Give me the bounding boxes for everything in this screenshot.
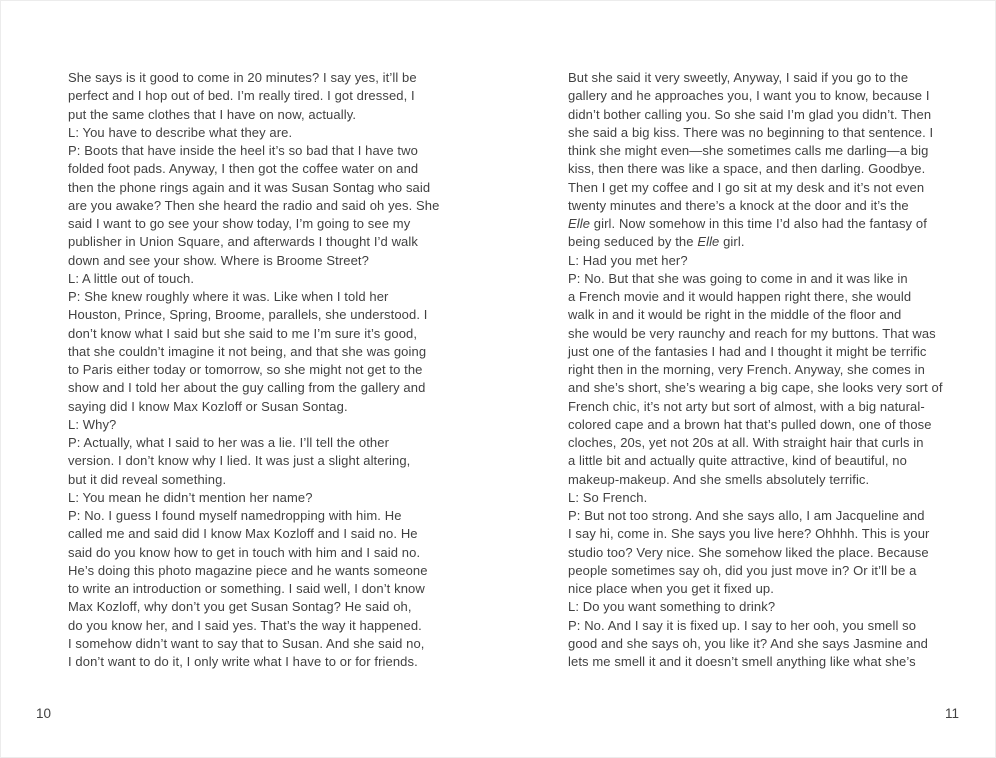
text-line: L: Do you want something to drink? [568, 599, 776, 615]
text-line: are you awake? Then she heard the radio and said oh yes. She [68, 197, 440, 213]
text-line: L: You have to describe what they are. [68, 124, 293, 140]
text-line: Elle girl. Now somehow in this time I’d also had the fantasy of [568, 216, 927, 231]
text-line: people sometimes say oh, did you just move in? Or it’ll be a [568, 562, 917, 578]
text-line: Houston, Prince, Spring, Broome, parallels, she understood. I [68, 307, 428, 323]
text-line: good and she says oh, you like it? And she says Jasmine and [568, 635, 929, 651]
text-line: P: No. But that she was going to come in and it was like in [568, 270, 908, 286]
text-line: to write an introduction or something. I said well, I don’t know [68, 581, 425, 596]
text-line: L: A little out of touch. [68, 270, 195, 286]
text-line: French chic, it’s not arty but sort of almost, with a big natural- [568, 398, 925, 414]
page-left-text-column [68, 69, 439, 671]
text-line: lets me smell it and it doesn’t smell anything like what she’s [568, 654, 916, 669]
text-line: a little bit and actually quite attractive, kind of beautiful, no [568, 453, 907, 469]
page-number-left: 10 [36, 706, 52, 721]
text-line: just one of the fantasies I had and I thought it might be terrific [568, 343, 927, 359]
text-line: that she couldn’t imagine it not being, and that she was going [68, 343, 427, 359]
text-line: L: You mean he didn’t mention her name? [68, 489, 313, 505]
text-line: said I want to go see your show today, I’m going to see my [68, 216, 411, 231]
text-line: and she’s short, she’s wearing a big cape, she looks very sort of [568, 380, 943, 396]
text-line: I somehow didn’t want to say that to Susan. And she said no, [68, 635, 425, 651]
text-line: but it did reveal something. [68, 471, 227, 487]
text-line: kiss, then there was like a space, and then darling. Goodbye. [568, 161, 926, 177]
text-line: L: Had you met her? [568, 252, 688, 268]
text-line: show and I told her about the guy calling from the gallery and [68, 380, 426, 396]
text-line: Max Kozloff, why don’t you get Susan Sontag? He said oh, [68, 599, 412, 615]
text-line: But she said it very sweetly, Anyway, I said if you go to the [568, 70, 909, 85]
text-line: saying did I know Max Kozloff or Susan Sontag. [68, 398, 348, 414]
text-line: perfect and I hop out of bed. I’m really tired. I got dressed, I [68, 88, 415, 104]
text-line: don’t know what I said but she said to me I’m sure it’s good, [68, 325, 418, 341]
text-line: she would be very raunchy and reach for my buttons. That was [568, 325, 936, 341]
text-line: walk in and it would be right in the middle of the floor and [568, 307, 902, 323]
text-line: version. I don’t know why I lied. It was just a slight altering, [68, 453, 411, 469]
text-line: P: Actually, what I said to her was a lie. I’ll tell the other [68, 435, 389, 450]
text-line: P: But not too strong. And she says allo, I am Jacqueline and [568, 508, 925, 523]
text-line: He’s doing this photo magazine piece and he wants someone [68, 562, 428, 578]
text-line: Then I get my coffee and I go sit at my desk and it’s not even [568, 179, 925, 195]
text-line: publisher in Union Square, and afterwards I thought I’d walk [68, 234, 418, 250]
text-line: folded foot pads. Anyway, I then got the coffee water on and [68, 161, 419, 177]
text-line: P: No. And I say it is fixed up. I say to her ooh, you smell so [568, 617, 917, 633]
page-number-right: 11 [945, 706, 960, 721]
text-line: didn’t bother calling you. So she said I’m glad you didn’t. Then [568, 106, 932, 122]
text-line: P: Boots that have inside the heel it’s so bad that I have two [68, 143, 418, 158]
text-line: a French movie and it would happen right there, she would [568, 289, 912, 304]
text-line: to Paris either today or tomorrow, so she might not get to the [68, 362, 423, 377]
text-line: called me and said did I know Max Kozloff and I said no. He [68, 526, 418, 542]
text-line: L: So French. [568, 489, 648, 505]
text-line: I don’t want to do it, I only write what I have to or for friends. [68, 654, 418, 669]
text-line: studio too? Very nice. She somehow liked the place. Because [568, 544, 929, 560]
text-line: I say hi, come in. She says you live here? Ohhhh. This is your [568, 526, 930, 542]
text-line: twenty minutes and there’s a knock at the door and it’s the [568, 197, 909, 213]
text-line: think she might even—she sometimes calls me darling—a big [568, 143, 929, 158]
text-line: P: She knew roughly where it was. Like when I told her [68, 289, 389, 304]
text-line: right then in the morning, very French. Anyway, she comes in [568, 362, 925, 377]
text-line: colored cape and a brown hat that’s pulled down, one of those [568, 416, 932, 432]
text-line: gallery and he approaches you, I want you to know, because I [568, 88, 930, 104]
text-line: cloches, 20s, yet not 20s at all. With straight hair that curls in [568, 435, 924, 450]
text-line: She says is it good to come in 20 minutes? I say yes, it’ll be [68, 70, 417, 85]
text-line: she said a big kiss. There was no beginning to that sentence. I [568, 124, 934, 140]
text-line: L: Why? [68, 416, 117, 432]
text-line: being seduced by the Elle girl. [568, 234, 745, 250]
text-line: down and see your show. Where is Broome Street? [68, 252, 369, 268]
text-line: nice place when you get it fixed up. [568, 581, 774, 596]
text-line: P: No. I guess I found myself namedropping with him. He [68, 508, 402, 523]
text-line: makeup-makeup. And she smells absolutely terrific. [568, 471, 870, 487]
text-line: do you know her, and I said yes. That’s the way it happened. [68, 617, 422, 633]
text-line: then the phone rings again and it was Susan Sontag who said [68, 179, 431, 195]
text-line: put the same clothes that I have on now, actually. [68, 106, 357, 122]
page-right-text-column [568, 69, 943, 671]
text-line: said do you know how to get in touch with him and I said no. [68, 544, 421, 560]
